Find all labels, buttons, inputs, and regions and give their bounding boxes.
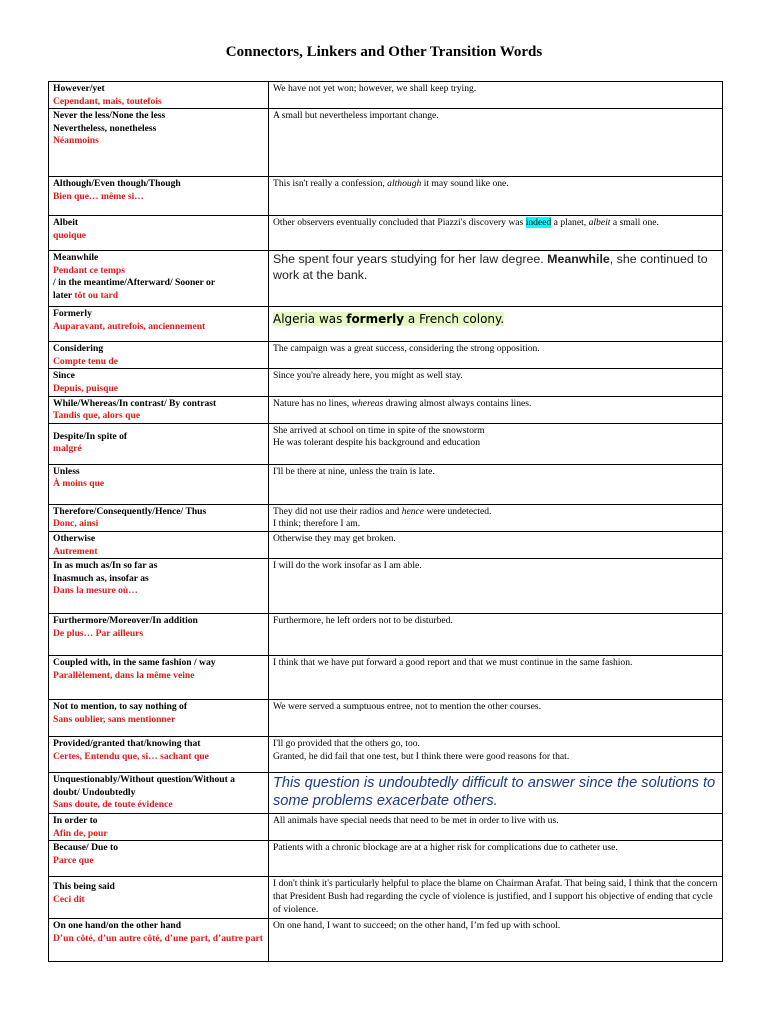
term-cell [49,396,269,423]
english-term: Not to mention, to say nothing of [53,701,188,713]
english-term: Despite/In spite of [53,430,128,442]
french-translation: Sans oublier, sans mentionner [53,713,176,725]
french-translation: Parallèlement, dans la même veine [53,669,195,681]
english-term: Although/Even though/Though [53,178,181,190]
english-term: In order to [53,815,98,827]
example-text: I will do the work insofar as I am able. [273,560,422,572]
french-translation: Parce que [53,854,94,866]
table-row [49,342,723,369]
table-row [49,656,723,700]
example-text: They did not use their radios and hence were undetected. [273,505,492,517]
french-translation: malgré [53,443,82,455]
example-cell [269,307,723,342]
table-row [49,531,723,558]
table-row [49,307,723,342]
english-term: Therefore/Consequently/Hence/ Thus [53,505,207,517]
french-translation: Afin de, pour [53,827,108,839]
table-row [49,841,723,877]
page-title: Connectors, Linkers and Other Transition Words [225,44,543,60]
table-row [49,251,723,307]
example-text: Nature has no lines, whereas drawing almost always contains lines. [273,397,532,409]
example-cell [269,877,723,919]
term-cell [49,423,269,464]
example-text: Granted, he did fail that one test, but I think there were good reasons for that. [273,750,570,762]
french-translation: Dans la mesure où… [53,585,138,597]
table-row [49,559,723,614]
french-translation: De plus… Par ailleurs [53,627,144,639]
example-cell [269,423,723,464]
french-translation: Depuis, puisque [53,382,119,394]
term-cell [49,919,269,962]
term-cell [49,307,269,342]
highlighted-word: indeed [525,217,552,229]
example-text: All animals have special needs that need to be met in order to live with us. [273,815,559,827]
french-translation: Tandis que, alors que [53,410,141,422]
example-text: A small but nevertheless important change. [273,110,439,122]
french-translation: Certes, Entendu que, si… sachant que [53,750,209,762]
english-term: This being said [53,881,115,893]
english-term: Albeit [53,217,79,229]
table-row [49,814,723,841]
english-term: later tôt ou tard [53,289,119,301]
table-row [49,369,723,396]
english-term: Formerly [53,308,92,320]
example-text: The campaign was a great success, considering the strong opposition. [273,343,540,355]
example-text: Patients with a chronic blockage are at a higher risk for complications due to catheter use. [273,842,618,854]
example-cell [269,109,723,177]
term-cell [49,614,269,656]
term-cell [49,559,269,614]
english-term: Since [53,370,75,382]
english-term: Provided/granted that/knowing that [53,738,201,750]
english-term: Meanwhile [53,252,99,264]
term-cell [49,531,269,558]
table-row [49,82,723,109]
table-row [49,504,723,531]
example-cell [269,559,723,614]
example-text: On one hand, I want to succeed; on the other hand, I’m fed up with school. [273,920,561,932]
example-cell [269,737,723,773]
example-text: Otherwise they may get broken. [273,532,396,544]
table-row [49,877,723,919]
term-cell [49,877,269,919]
term-cell [49,82,269,109]
french-translation: Bien que… même si… [53,190,144,202]
french-translation: Cependant, mais, toutefois [53,95,162,107]
transition-words-table [48,81,723,962]
table-row [49,216,723,251]
term-cell [49,656,269,700]
table-row [49,614,723,656]
example-text: She arrived at school on time in spite of the snowstorm [273,424,485,436]
example-text: I don't think it's particularly helpful to place the blame on Chairman Arafat. That being said, I think that the concern that President Bush had regarding the cycle of violence is justified, and I support his objective of ending that cycle of violence. [273,878,718,915]
english-term: While/Whereas/In contrast/ By contrast [53,397,217,409]
french-translation: Néanmoins [53,135,99,147]
term-cell [49,737,269,773]
example-text: She spent four years studying for her law degree. Meanwhile, she continued to work at the bank. [273,252,708,282]
term-cell [49,814,269,841]
example-cell [269,614,723,656]
english-term: Unless [53,465,80,477]
example-cell [269,369,723,396]
term-cell [49,109,269,177]
example-text: Algeria was formerly a French colony. [273,312,505,327]
term-cell [49,342,269,369]
french-translation: Auparavant, autrefois, anciennement [53,320,206,332]
english-term: In as much as/In so far as [53,560,158,572]
example-cell [269,814,723,841]
example-cell [269,773,723,814]
term-cell [49,504,269,531]
example-cell [269,82,723,109]
term-cell [49,841,269,877]
example-text: I think that we have put forward a good report and that we must continue in the same fashion. [273,657,633,669]
example-cell [269,251,723,307]
example-cell [269,177,723,216]
table-row [49,464,723,504]
table-row [49,700,723,737]
table-row [49,737,723,773]
example-text: Furthermore, he left orders not to be disturbed. [273,615,453,627]
example-cell [269,656,723,700]
example-cell [269,342,723,369]
french-translation: Sans doute, de toute évidence [53,799,173,811]
english-term: Unquestionably/Without question/Without a doubt/ Undoubtedly [53,774,235,798]
example-cell [269,841,723,877]
english-term: Inasmuch as, insofar as [53,572,149,584]
english-term: Considering [53,343,104,355]
english-term: On one hand/on the other hand [53,920,182,932]
english-term: Because/ Due to [53,842,119,854]
french-translation: D’un côté, d’un autre côté, d’une part, d’autre part [53,932,263,944]
example-text: Other observers eventually concluded that Piazzi's discovery was indeed a planet, albeit a small one. [273,217,659,229]
table-row [49,423,723,464]
example-cell [269,396,723,423]
english-term: Nevertheless, nonetheless [53,122,157,134]
example-text: This question is undoubtedly difficult to answer since the solutions to some problems exacerbate others. [273,775,716,810]
example-text: I'll be there at nine, unless the train is late. [273,465,435,477]
french-translation: Autrement [53,545,98,557]
english-term: Otherwise [53,532,96,544]
example-text: I'll go provided that the others go, too. [273,738,420,750]
french-translation: Donc, ainsi [53,518,99,530]
english-term: / in the meantime/Afterward/ Sooner or [53,277,216,289]
term-cell [49,464,269,504]
english-term: Coupled with, in the same fashion / way [53,657,216,669]
example-text: Since you're already here, you might as well stay. [273,370,463,382]
table-row [49,109,723,177]
example-cell [269,464,723,504]
example-text: He was tolerant despite his background and education [273,437,481,449]
example-cell [269,531,723,558]
example-text: We have not yet won; however, we shall keep trying. [273,83,477,94]
english-term: Furthermore/Moreover/In addition [53,615,198,627]
example-text: This isn't really a confession, although it may sound like one. [273,178,509,190]
french-translation: Ceci dit [53,893,85,905]
english-term: However/yet [53,83,105,94]
example-cell [269,919,723,962]
term-cell [49,177,269,216]
term-cell [49,700,269,737]
table-row [49,177,723,216]
example-text: I think; therefore I am. [273,518,361,530]
example-cell [269,216,723,251]
french-translation: Pendant ce temps [53,264,125,276]
example-cell [269,504,723,531]
french-translation: Compte tenu de [53,355,119,367]
example-text: We were served a sumptuous entree, not to mention the other courses. [273,701,542,713]
term-cell [49,773,269,814]
term-cell [49,251,269,307]
table-row [49,773,723,814]
term-cell [49,216,269,251]
example-cell [269,700,723,737]
table-row [49,919,723,962]
french-translation: À moins que [53,478,105,490]
term-cell [49,369,269,396]
table-row [49,396,723,423]
french-translation: quoique [53,229,87,241]
english-term: Never the less/None the less [53,110,166,122]
